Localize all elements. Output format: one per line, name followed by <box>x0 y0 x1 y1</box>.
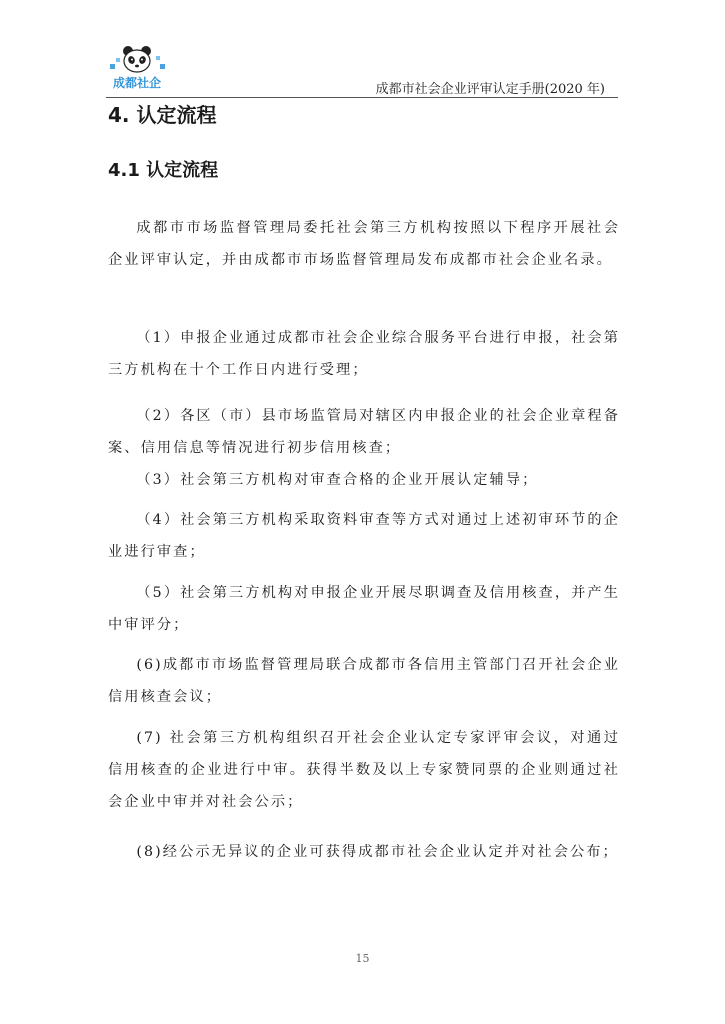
step-2-paragraph: （2）各区（市）县市场监管局对辖区内申报企业的社会企业章程备案、信用信息等情况进行初步信用核查； <box>108 408 620 456</box>
running-header-title: 成都市社会企业评审认定手册(2020 年) <box>375 82 605 97</box>
step-4-paragraph: （4）社会第三方机构采取资料审查等方式对通过上述初审环节的企业进行审查； <box>108 512 620 560</box>
section-heading: 4. 认定流程 <box>108 103 217 127</box>
step-5-paragraph: （5）社会第三方机构对申报企业开展尽职调查及信用核查，并产生中审评分； <box>108 585 620 633</box>
header-divider <box>106 97 618 98</box>
panda-icon <box>106 44 168 76</box>
page-number: 15 <box>355 952 370 965</box>
step-1-paragraph: （1）申报企业通过成都市社会企业综合服务平台进行申报，社会第三方机构在十个工作日内进行受理； <box>108 330 620 378</box>
step-7-paragraph: (7) 社会第三方机构组织召开社会企业认定专家评审会议，对通过信用核查的企业进行中审。获得半数及以上专家赞同票的企业则通过社会企业中审并对社会公示； <box>108 730 620 810</box>
step-8-paragraph: (8)经公示无异议的企业可获得成都市社会企业认定并对社会公布； <box>136 844 619 860</box>
chengdu-social-enterprise-logo <box>106 44 168 92</box>
step-6-paragraph: (6)成都市市场监督管理局联合成都市各信用主管部门召开社会企业信用核查会议； <box>108 657 620 705</box>
intro-paragraph: 成都市市场监督管理局委托社会第三方机构按照以下程序开展社会企业评审认定，并由成都市市场监督管理局发布成都市社会企业名录。 <box>108 220 620 268</box>
subsection-heading: 4.1 认定流程 <box>108 160 219 181</box>
logo-text: 成都社企 <box>112 76 161 90</box>
step-3-paragraph: （3）社会第三方机构对审查合格的企业开展认定辅导； <box>136 472 539 488</box>
